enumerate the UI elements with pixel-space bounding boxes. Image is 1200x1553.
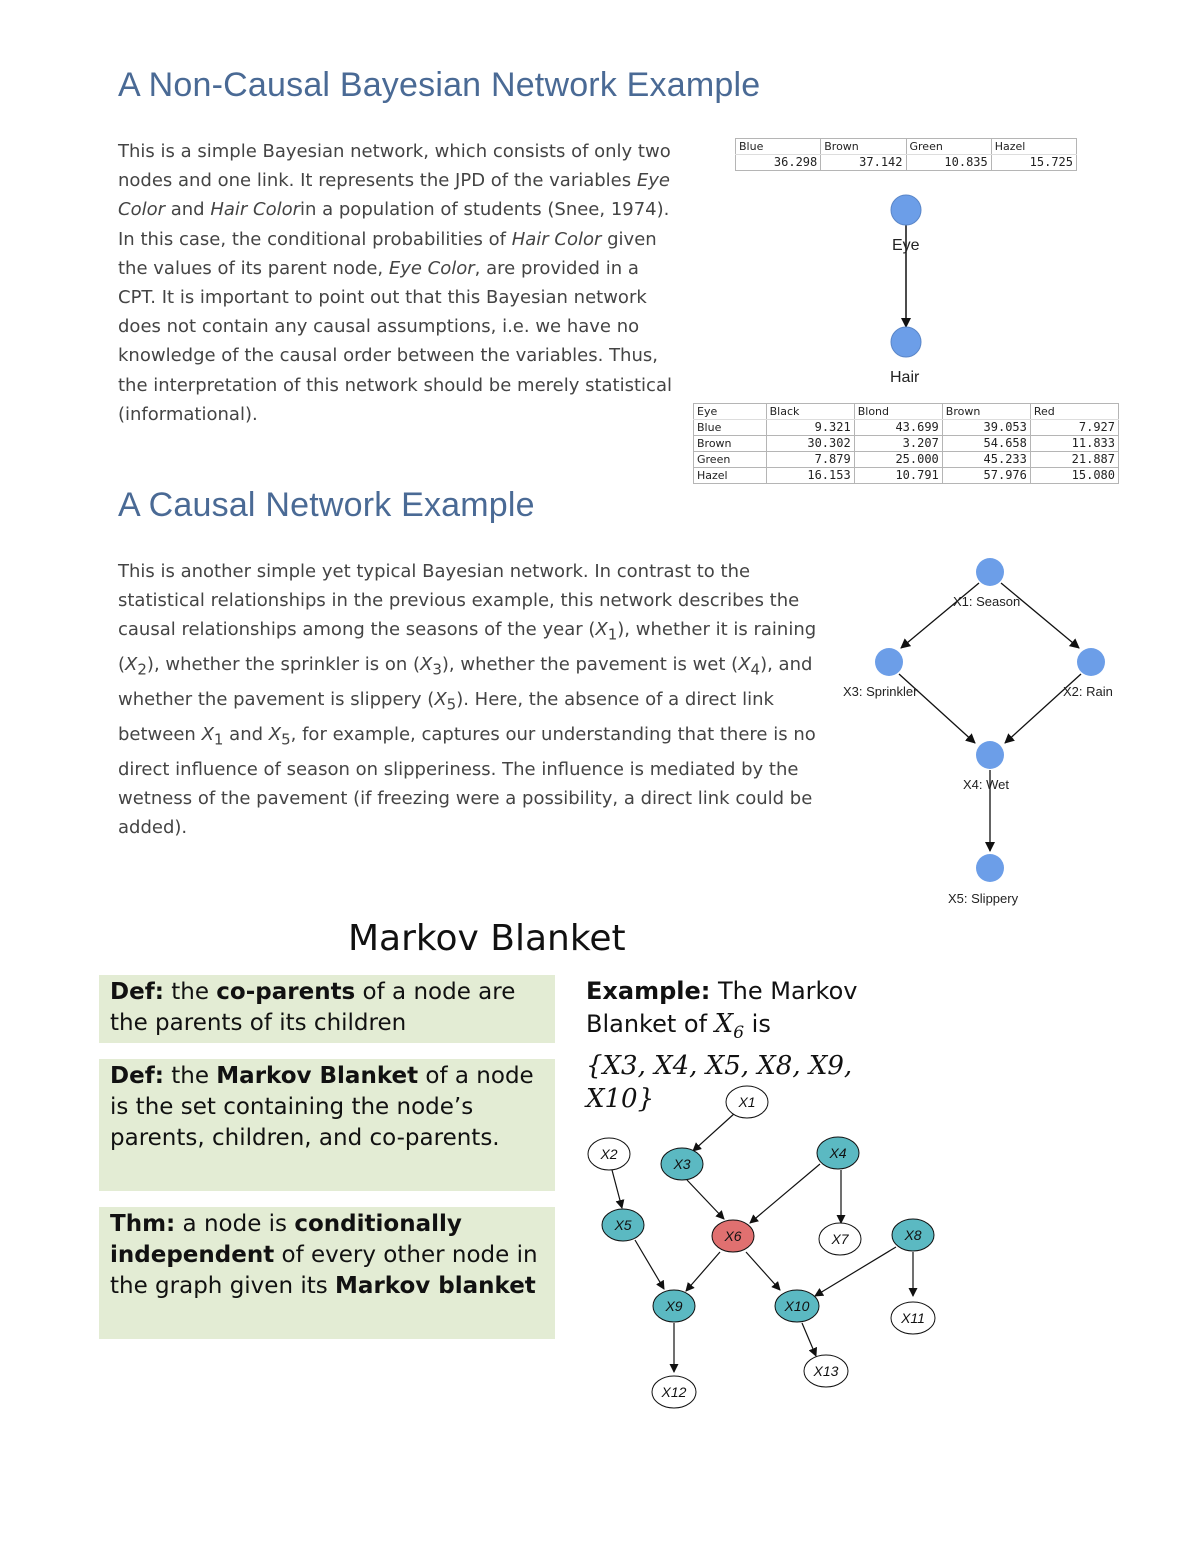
edge-x4-x6 bbox=[750, 1164, 820, 1223]
node-x5-label: X5 bbox=[614, 1217, 632, 1233]
node-x13-label: X13 bbox=[813, 1363, 839, 1379]
eye-table-cell: 37.142 bbox=[821, 155, 906, 171]
season-node-label: X1: Season bbox=[953, 594, 1021, 609]
season-node bbox=[976, 558, 1004, 586]
wet-node-label: X4: Wet bbox=[963, 777, 1010, 792]
markov-blanket-theorem: Thm: a node is conditionally independent of every other node in the graph given its Markov blanket bbox=[99, 1207, 555, 1339]
season-to-rain-edge bbox=[1001, 583, 1079, 648]
edge-x1-x3 bbox=[693, 1113, 735, 1151]
edge-x3-x6 bbox=[687, 1180, 724, 1219]
season-to-sprinkler-edge bbox=[901, 583, 979, 648]
eye-table-header: Green bbox=[906, 139, 991, 155]
node-x7-label: X7 bbox=[831, 1231, 849, 1247]
edge-x6-x10 bbox=[746, 1252, 780, 1290]
section-title-causal: A Causal Network Example bbox=[118, 486, 535, 524]
markov-blanket-definition: Def: the Markov Blanket of a node is the set containing the node’s parents, children, and co-parents. bbox=[99, 1059, 555, 1191]
eye-table-cell: 10.835 bbox=[906, 155, 991, 171]
edge-x2-x5 bbox=[612, 1170, 622, 1208]
edge-x6-x9 bbox=[686, 1252, 720, 1291]
causal-paragraph: This is another simple yet typical Bayesian network. In contrast to the statistical relationships in the previous example, this network describes the causal relationships among the seasons of the year $(X_1)$, whether it is raining $(X_2)$, whether the sprinkler is on $(X_3)$, whether the pavement is wet $(X_4)$, and whether the pavement is slippery $(X_5)$. Here, the absence of a direct link between $X_1$ and $X_5$, for example, captures our understanding that there is no direct influence of season on slipperiness. The influence is mediated by the wetness of the pavement (if freezing were a possibility, a direct link could be added). bbox=[118, 561, 817, 838]
markov-blanket-graph bbox=[580, 1080, 960, 1415]
eye-node bbox=[891, 195, 921, 225]
markov-blanket-set: {X3, X4, X5, X8, X9, X10} bbox=[586, 1050, 853, 1114]
hair-table-header: Red bbox=[1030, 404, 1118, 420]
node-x12-label: X12 bbox=[661, 1384, 687, 1400]
section-title-non-causal: A Non-Causal Bayesian Network Example bbox=[118, 66, 761, 104]
eye-table-cell: 36.298 bbox=[736, 155, 821, 171]
table-row: Blue 9.321 43.699 39.053 7.927 bbox=[694, 420, 1119, 436]
edge-x5-x9 bbox=[635, 1240, 664, 1289]
table-row: Green 7.879 25.000 45.233 21.887 bbox=[694, 452, 1119, 468]
hair-node bbox=[891, 327, 921, 357]
eye-table-header: Blue bbox=[736, 139, 821, 155]
node-x8-label: X8 bbox=[904, 1227, 922, 1243]
eye-hair-network bbox=[840, 185, 980, 395]
node-x6-label: X6 bbox=[724, 1228, 742, 1244]
hair-node-label: Hair bbox=[890, 369, 920, 386]
hair-table-header: Black bbox=[766, 404, 854, 420]
edge-x10-x13 bbox=[802, 1323, 816, 1356]
slippery-node bbox=[976, 854, 1004, 882]
sprinkler-node bbox=[875, 648, 903, 676]
eye-table-header: Brown bbox=[821, 139, 906, 155]
eye-table-header: Hazel bbox=[991, 139, 1076, 155]
sprinkler-network bbox=[835, 548, 1135, 918]
eye-node-label: Eye bbox=[892, 237, 920, 254]
node-x11-label: X11 bbox=[901, 1310, 925, 1326]
sprinkler-node-label: X3: Sprinkler bbox=[843, 684, 918, 699]
hair-cpt-table bbox=[693, 403, 1119, 484]
node-x9-label: X9 bbox=[665, 1298, 683, 1314]
table-row: Brown 30.302 3.207 54.658 11.833 bbox=[694, 436, 1119, 452]
non-causal-paragraph: This is a simple Bayesian network, which consists of only two nodes and one link. It represents the JPD of the variables Eye Color and Hair Colorin a population of students (Snee, 1974). In this case, the conditional probabilities of Hair Color given the values of its parent node, Eye Color, are provided in a CPT. It is important to point out that this Bayesian network does not contain any causal assumptions, i.e. we have no knowledge of the causal order between the variables. Thus, the interpretation of this network should be merely statistical (informational). bbox=[118, 141, 672, 425]
wet-node bbox=[976, 741, 1004, 769]
hair-table-header: Brown bbox=[942, 404, 1030, 420]
markov-blanket-example: Example: The Markov Blanket of $X_6$ is {X3, X4, X5, X8, X9, X10} bbox=[586, 977, 858, 1114]
table-row: Hazel 16.153 10.791 57.976 15.080 bbox=[694, 468, 1119, 484]
edge-x8-x10 bbox=[815, 1247, 896, 1296]
eye-table-cell: 15.725 bbox=[991, 155, 1076, 171]
node-x1-label: X1 bbox=[738, 1094, 756, 1110]
eye-prior-table bbox=[735, 138, 1077, 171]
node-x2-label: X2 bbox=[600, 1146, 618, 1162]
slippery-node-label: X5: Slippery bbox=[948, 891, 1019, 906]
node-x10-label: X10 bbox=[784, 1298, 810, 1314]
node-x4-label: X4 bbox=[829, 1145, 847, 1161]
markov-blanket-title: Markov Blanket bbox=[348, 918, 626, 959]
rain-node-label: X2: Rain bbox=[1063, 684, 1113, 699]
rain-node bbox=[1077, 648, 1105, 676]
node-x3-label: X3 bbox=[673, 1156, 691, 1172]
hair-table-header: Eye bbox=[694, 404, 767, 420]
hair-table-header: Blond bbox=[854, 404, 942, 420]
co-parents-definition: Def: the co-parents of a node are the parents of its children bbox=[99, 975, 555, 1043]
